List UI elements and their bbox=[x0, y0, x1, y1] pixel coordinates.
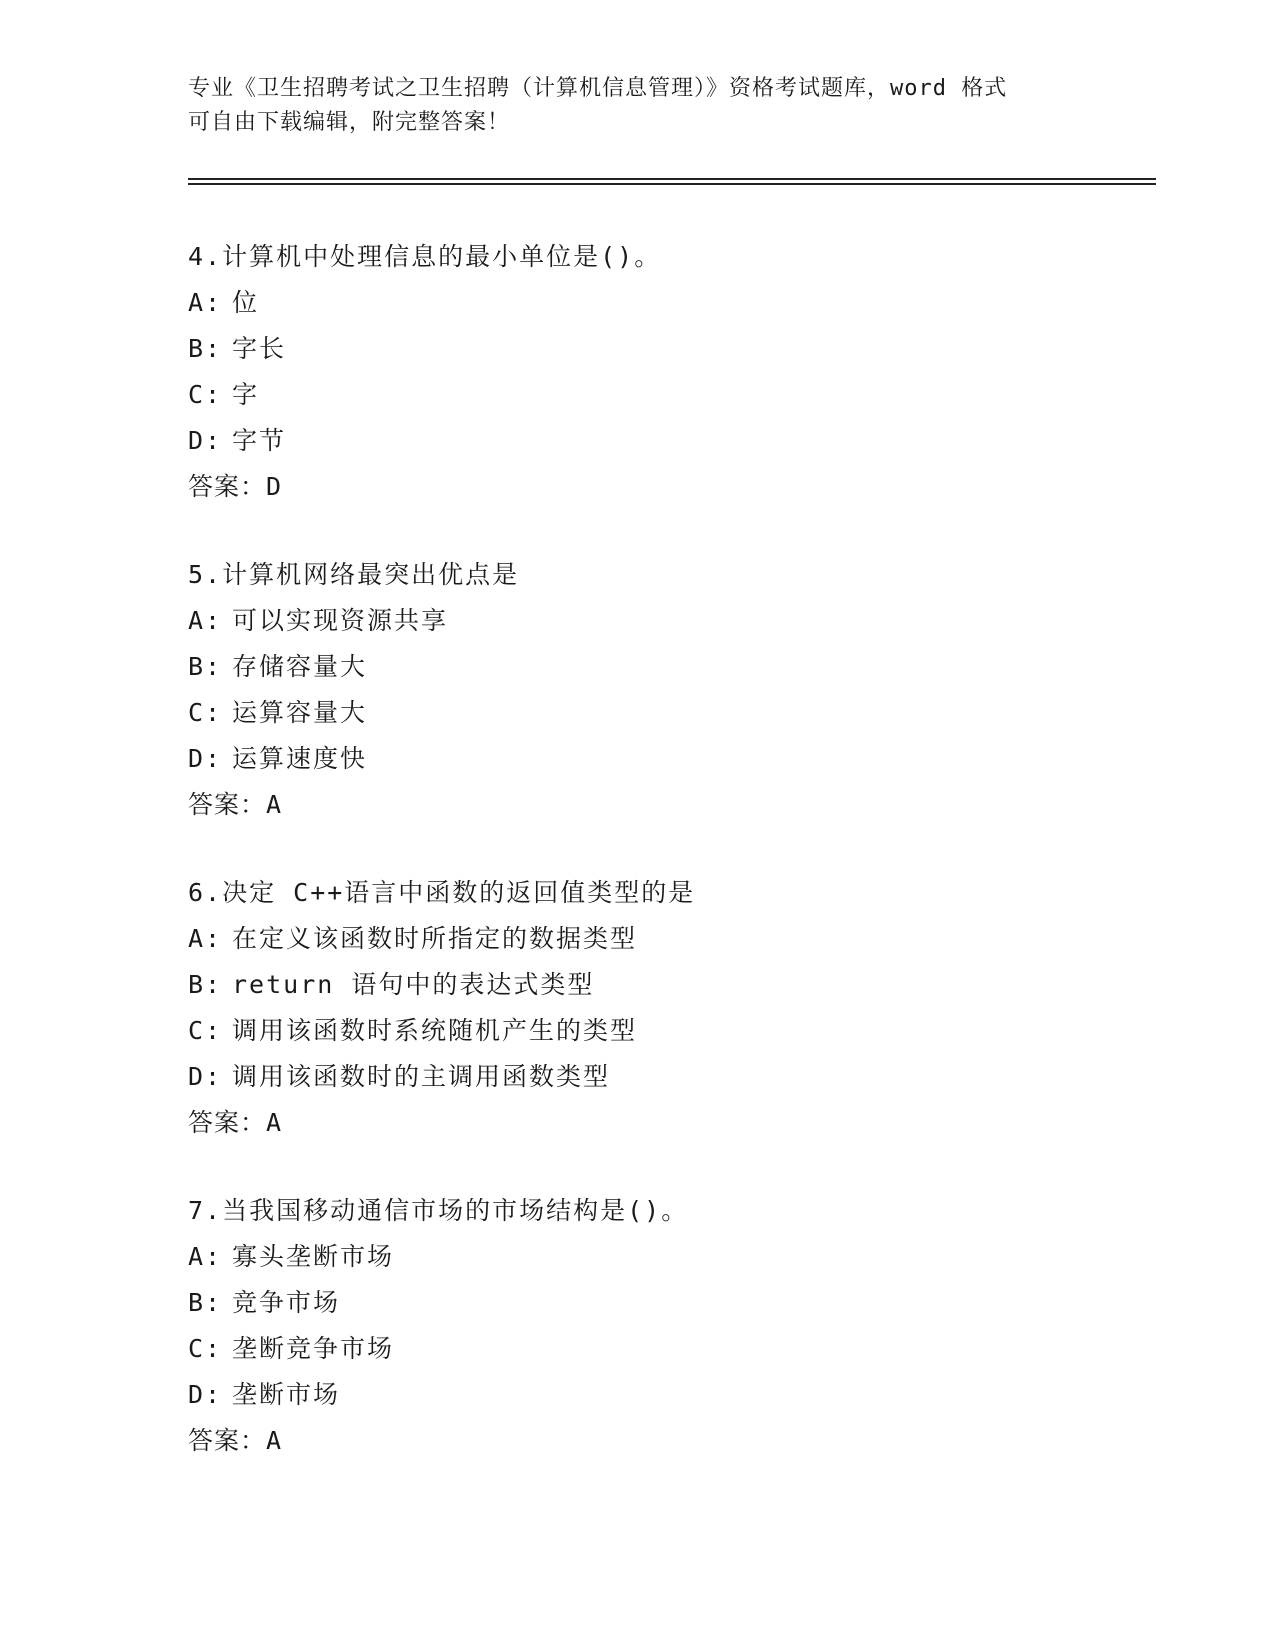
option-letter: D: bbox=[188, 744, 223, 773]
option-letter: A: bbox=[188, 606, 223, 635]
option-b bbox=[188, 644, 1148, 690]
option-letter: C: bbox=[188, 1016, 223, 1045]
answer-line bbox=[188, 782, 1148, 828]
option-d bbox=[188, 736, 1148, 782]
option-letter: B: bbox=[188, 652, 223, 681]
answer-value: A bbox=[266, 1426, 283, 1455]
option-a bbox=[188, 1234, 1148, 1280]
option-letter: B: bbox=[188, 1288, 223, 1317]
option-text: 调用该函数时的主调用函数类型 bbox=[232, 1062, 611, 1091]
header-divider-top bbox=[188, 178, 1156, 180]
option-text: 竞争市场 bbox=[232, 1288, 341, 1317]
answer-line bbox=[188, 1100, 1148, 1146]
option-a bbox=[188, 916, 1148, 962]
option-b bbox=[188, 1280, 1148, 1326]
option-text: 垄断竞争市场 bbox=[232, 1334, 395, 1363]
answer-label: 答案： bbox=[188, 1426, 267, 1455]
document-header bbox=[188, 72, 1088, 140]
option-text: 字 bbox=[232, 380, 260, 409]
option-text: 可以实现资源共享 bbox=[232, 606, 449, 635]
option-b bbox=[188, 326, 1148, 372]
question-7 bbox=[188, 1188, 1148, 1464]
option-text: 位 bbox=[232, 288, 260, 317]
option-c bbox=[188, 1008, 1148, 1054]
option-letter: D: bbox=[188, 426, 223, 455]
option-letter: D: bbox=[188, 1062, 223, 1091]
option-text: 运算速度快 bbox=[232, 744, 368, 773]
answer-value: A bbox=[266, 1108, 283, 1137]
option-c bbox=[188, 690, 1148, 736]
question-stem: 6.决定 C++语言中函数的返回值类型的是 bbox=[188, 878, 696, 907]
option-d bbox=[188, 1372, 1148, 1418]
question-4 bbox=[188, 234, 1148, 510]
answer-label: 答案： bbox=[188, 472, 267, 501]
option-text: 调用该函数时系统随机产生的类型 bbox=[232, 1016, 638, 1045]
option-text: return 语句中的表达式类型 bbox=[232, 970, 595, 999]
option-text: 字节 bbox=[232, 426, 287, 455]
answer-label: 答案： bbox=[188, 790, 267, 819]
option-text: 运算容量大 bbox=[232, 698, 368, 727]
option-c bbox=[188, 1326, 1148, 1372]
option-letter: D: bbox=[188, 1380, 223, 1409]
question-stem: 4.计算机中处理信息的最小单位是()。 bbox=[188, 242, 662, 271]
option-a bbox=[188, 280, 1148, 326]
question-6 bbox=[188, 870, 1148, 1146]
header-divider-bottom bbox=[188, 183, 1156, 185]
option-letter: A: bbox=[188, 288, 223, 317]
option-text: 字长 bbox=[232, 334, 287, 363]
option-a bbox=[188, 598, 1148, 644]
option-text: 垄断市场 bbox=[232, 1380, 341, 1409]
option-letter: B: bbox=[188, 970, 223, 999]
option-b bbox=[188, 962, 1148, 1008]
question-stem: 5.计算机网络最突出优点是 bbox=[188, 560, 520, 589]
option-d bbox=[188, 418, 1148, 464]
header-line-1: 专业《卫生招聘考试之卫生招聘（计算机信息管理）》资格考试题库，word 格式 bbox=[188, 76, 1008, 101]
answer-line bbox=[188, 464, 1148, 510]
option-letter: C: bbox=[188, 380, 223, 409]
option-text: 存储容量大 bbox=[232, 652, 368, 681]
answer-value: D bbox=[266, 472, 283, 501]
answer-label: 答案： bbox=[188, 1108, 267, 1137]
option-letter: C: bbox=[188, 1334, 223, 1363]
option-letter: A: bbox=[188, 1242, 223, 1271]
question-5 bbox=[188, 552, 1148, 828]
option-text: 在定义该函数时所指定的数据类型 bbox=[232, 924, 638, 953]
option-letter: B: bbox=[188, 334, 223, 363]
header-line-2: 可自由下载编辑，附完整答案！ bbox=[188, 110, 511, 135]
question-stem: 7.当我国移动通信市场的市场结构是()。 bbox=[188, 1196, 689, 1225]
question-list bbox=[188, 234, 1148, 1506]
answer-value: A bbox=[266, 790, 283, 819]
option-text: 寡头垄断市场 bbox=[232, 1242, 395, 1271]
option-letter: C: bbox=[188, 698, 223, 727]
option-letter: A: bbox=[188, 924, 223, 953]
answer-line bbox=[188, 1418, 1148, 1464]
option-c bbox=[188, 372, 1148, 418]
option-d bbox=[188, 1054, 1148, 1100]
